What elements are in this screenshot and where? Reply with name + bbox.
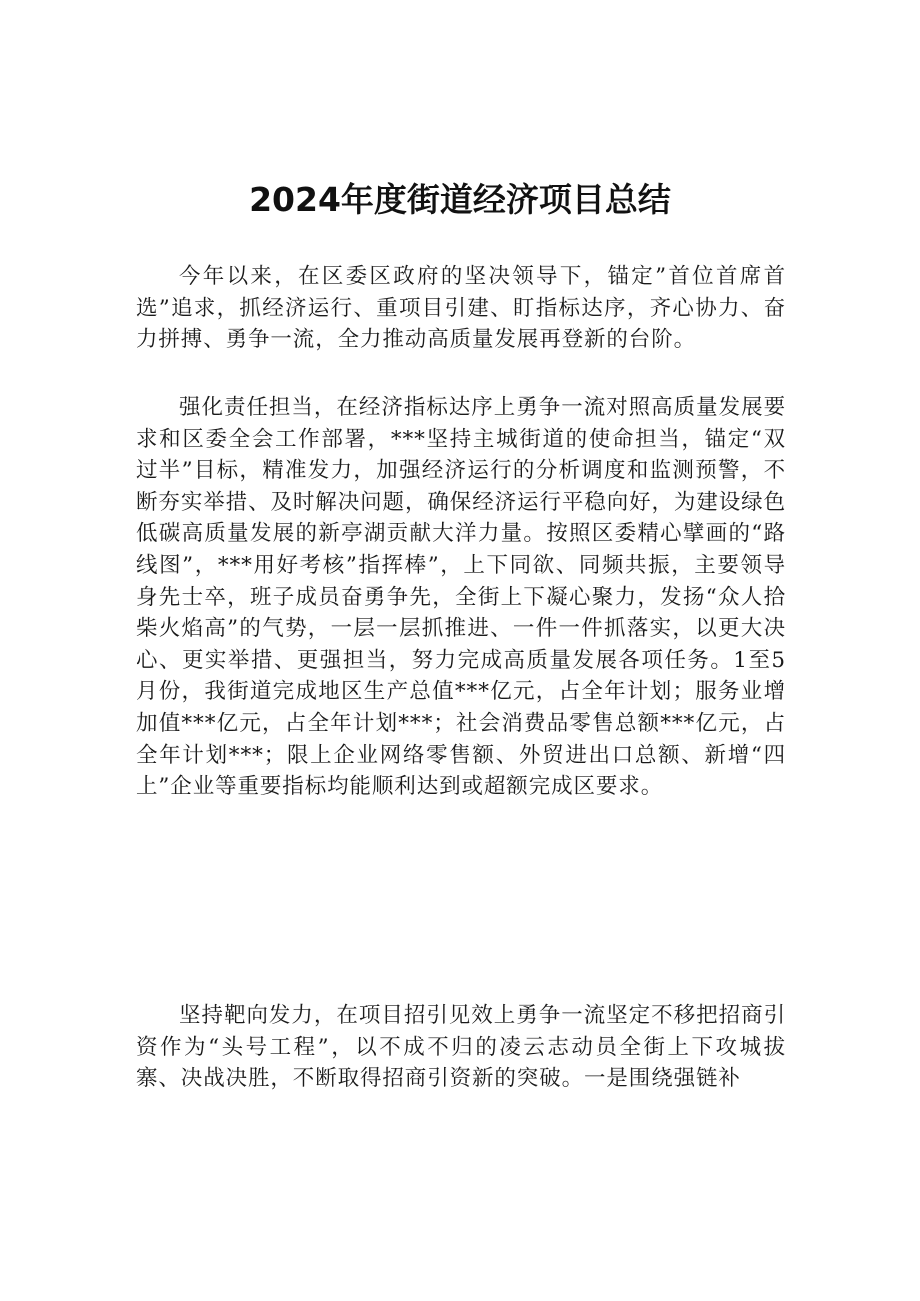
paragraph-investment-projects: 坚持靶向发力，在项目招引见效上勇争一流坚定不移把招商引资作为“头号工程”，以不成不归的凌云志动员全街上下攻城拔寨、决战决胜，不断取得招商引资新的突破。一是围绕强链补 — [136, 1003, 786, 1092]
paragraph-intro: 今年以来，在区委区政府的坚决领导下，锚定”首位首席首选”追求，抓经济运行、重项目引建、盯指标达序，齐心协力、奋力拼搏、勇争一流，全力推动高质量发展再登新的台阶。 — [136, 264, 786, 353]
document-title: 2024年度街道经济项目总结 — [249, 180, 671, 220]
paragraph-economic-indicators: 强化责任担当，在经济指标达序上勇争一流对照高质量发展要求和区委全会工作部署，***坚持主城街道的使命担当，锚定“双过半”目标，精准发力，加强经济运行的分析调度和监测预警，不断夯实举措、及时解决问题，确保经济运行平稳向好，为建设绿色低碳高质量发展的新亭湖贡献大洋力量。按照区委精心擘画的“路线图”，***用好考核”指挥棒”，上下同欲、同频共振，主要领导身先士卒，班子成员奋勇争先，全街上下凝心聚力，发扬“众人拾柴火焰高”的气势，一层一层抓推进、一件一件抓落实，以更大决心、更实举措、更强担当，努力完成高质量发展各项任务。1至5月份，我街道完成地区生产总值***亿元，占全年计划；服务业增加值***亿元，占全年计划***；社会消费品零售总额***亿元，占全年计划***；限上企业网络零售额、外贸进出口总额、新增“四上”企业等重要指标均能顺利达到或超额完成区要求。 — [136, 395, 786, 800]
